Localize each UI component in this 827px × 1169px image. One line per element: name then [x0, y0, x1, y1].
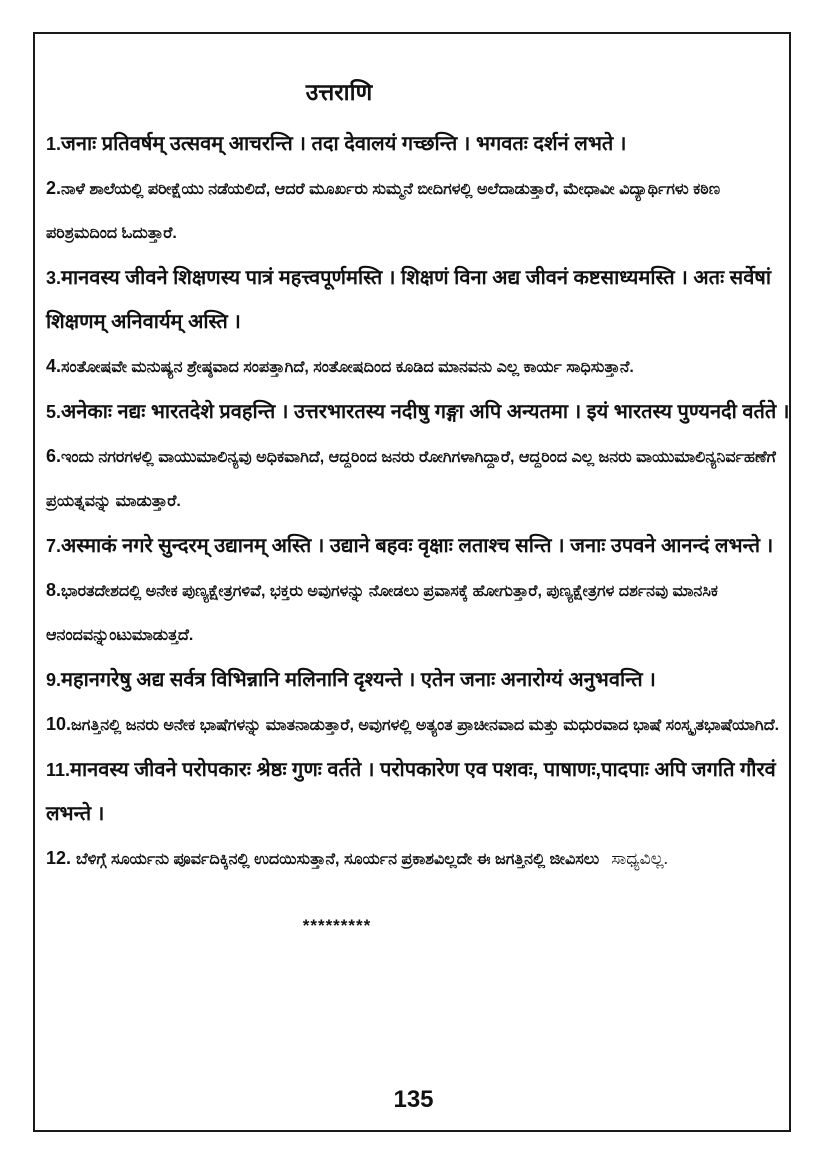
answer-item	[46, 256, 790, 344]
answer-item	[46, 166, 790, 256]
item-text: अनेकाः नद्यः भारतदेशे प्रवहन्ति । उत्तरभारतस्य नदीषु गङ्गा अपि अन्यतमा । इयं भारतस्य पुण्यनदी वर्तते ।	[61, 401, 790, 423]
item-text: अस्माकं नगरे सुन्दरम् उद्यानम् अस्ति । उद्याने बहवः वृक्षाः लताश्च सन्ति । जनाः उपवने आनन्दं लभन्ते ।	[61, 535, 774, 557]
item-text: ಭಾರತದೇಶದಲ್ಲಿ ಅನೇಕ ಪುಣ್ಯಕ್ಷೇತ್ರಗಳಿವೆ, ಭಕ್ತರು ಅವುಗಳನ್ನು ನೋಡಲು ಪ್ರವಾಸಕ್ಕೆ ಹೋಗುತ್ತಾರೆ, ಪುಣ್ಯಕ್ಷೇತ್ರಗಳ ದರ್ಶನವು ಮಾನಸಿಕ ಆನಂದವನ್ನುಂಟುಮಾಡುತ್ತದೆ.	[46, 583, 719, 644]
item-number: 2.	[46, 178, 62, 198]
item-number: 3.	[46, 268, 62, 288]
answer-item	[46, 836, 790, 882]
item-text: ಬೆಳಿಗ್ಗೆ ಸೂರ್ಯನು ಪೂರ್ವದಿಕ್ಕಿನಲ್ಲಿ ಉದಯಿಸುತ್ತಾನೆ, ಸೂರ್ಯನ ಪ್ರಕಾಶವಿಲ್ಲದೇ ಈ ಜಗತ್ತಿನಲ್ಲಿ ಜೀವಿಸಲು	[76, 851, 600, 868]
item-text: ಇಂದು ನಗರಗಳಲ್ಲಿ ವಾಯುಮಾಲಿನ್ಯವು ಅಧಿಕವಾಗಿದೆ, ಆದ್ದರಿಂದ ಜನರು ರೋಗಿಗಳಾಗಿದ್ದಾರೆ, ಆದ್ದರಿಂದ ಎಲ್ಲ ಜನರು ವಾಯುಮಾಲಿನ್ಯನಿರ್ವಹಣೆಗೆ ಪ್ರಯತ್ನವನ್ನು ಮಾಡುತ್ತಾರೆ.	[46, 449, 776, 510]
answer-item	[46, 568, 790, 658]
separator-stars: *********	[302, 916, 372, 935]
answer-item	[46, 748, 790, 836]
item-number: 9.	[46, 670, 62, 690]
item-text: ನಾಳೆ ಶಾಲೆಯಲ್ಲಿ ಪರೀಕ್ಷೆಯು ನಡೆಯಲಿದೆ, ಆದರೆ ಮೂರ್ಖರು ಸುಮ್ಮನೆ ಬೀದಿಗಳಲ್ಲಿ ಅಲೆದಾಡುತ್ತಾರೆ, ಮೇಧಾವೀ ವಿದ್ಯಾರ್ಥಿಗಳು ಕಠಿಣ ಪರಿಶ್ರಮದಿಂದ ಓದುತ್ತಾರೆ.	[46, 181, 721, 242]
item-text: ಜಗತ್ತಿನಲ್ಲಿ ಜನರು ಅನೇಕ ಭಾಷೆಗಳನ್ನು ಮಾತನಾಡುತ್ತಾರೆ, ಅವುಗಳಲ್ಲಿ ಅತ್ಯಂತ ಪ್ರಾಚೀನವಾದ ಮತ್ತು ಮಧುರವಾದ ಭಾಷೆ ಸಂಸ್ಕೃತಭಾಷೆಯಾಗಿದೆ.	[71, 717, 780, 734]
page-number: 135	[393, 1086, 434, 1113]
item-number: 12.	[46, 848, 77, 868]
answer-item	[46, 434, 790, 524]
answer-item	[46, 122, 790, 166]
item-number: 8.	[46, 580, 62, 600]
item-text: मानवस्य जीवने परोपकारः श्रेष्ठः गुणः वर्तते । परोपकारेण एव पशवः, पाषाणः,पादपाः अपि जगति गौरवं लभन्ते ।	[46, 759, 776, 825]
item-text: मानवस्य जीवने शिक्षणस्य पात्रं महत्त्वपूर्णमस्ति । शिक्षणं विना अद्य जीवनं कष्टसाध्यमस्ति । अतः सर्वेषां शिक्षणम् अनिवार्यम् अस्ति ।	[46, 267, 772, 333]
item-number: 1.	[46, 134, 62, 154]
answer-item	[46, 658, 790, 702]
item-text-alt-font: ಸಾಧ್ಯವಿಲ್ಲ.	[611, 849, 668, 868]
item-number: 10.	[46, 714, 72, 734]
item-number: 6.	[46, 446, 62, 466]
item-text: ಸಂತೋಷವೇ ಮನುಷ್ಯನ ಶ್ರೇಷ್ಠವಾದ ಸಂಪತ್ತಾಗಿದೆ, ಸಂತೋಷದಿಂದ ಕೂಡಿದ ಮಾನವನು ಎಲ್ಲ ಕಾರ್ಯ ಸಾಧಿಸುತ್ತಾನೆ.	[61, 359, 634, 376]
item-number: 5.	[46, 402, 62, 422]
answer-item	[46, 702, 790, 748]
answers-page	[46, 70, 790, 936]
answer-item	[46, 524, 790, 568]
answer-item	[46, 344, 790, 390]
item-number: 4.	[46, 356, 62, 376]
item-text: जनाः प्रतिवर्षम् उत्सवम् आचरन्ति । तदा देवालयं गच्छन्ति । भगवतः दर्शनं लभते ।	[61, 133, 627, 155]
item-number: 11.	[46, 760, 71, 780]
item-text: महानगरेषु अद्य सर्वत्र विभिन्नानि मलिनानि दृश्यन्ते । एतेन जनाः अनारोग्यं अनुभवन्ति ।	[61, 669, 656, 691]
item-number: 7.	[46, 536, 62, 556]
answer-item	[46, 390, 790, 434]
page-title: उत्तराणि	[305, 79, 373, 105]
